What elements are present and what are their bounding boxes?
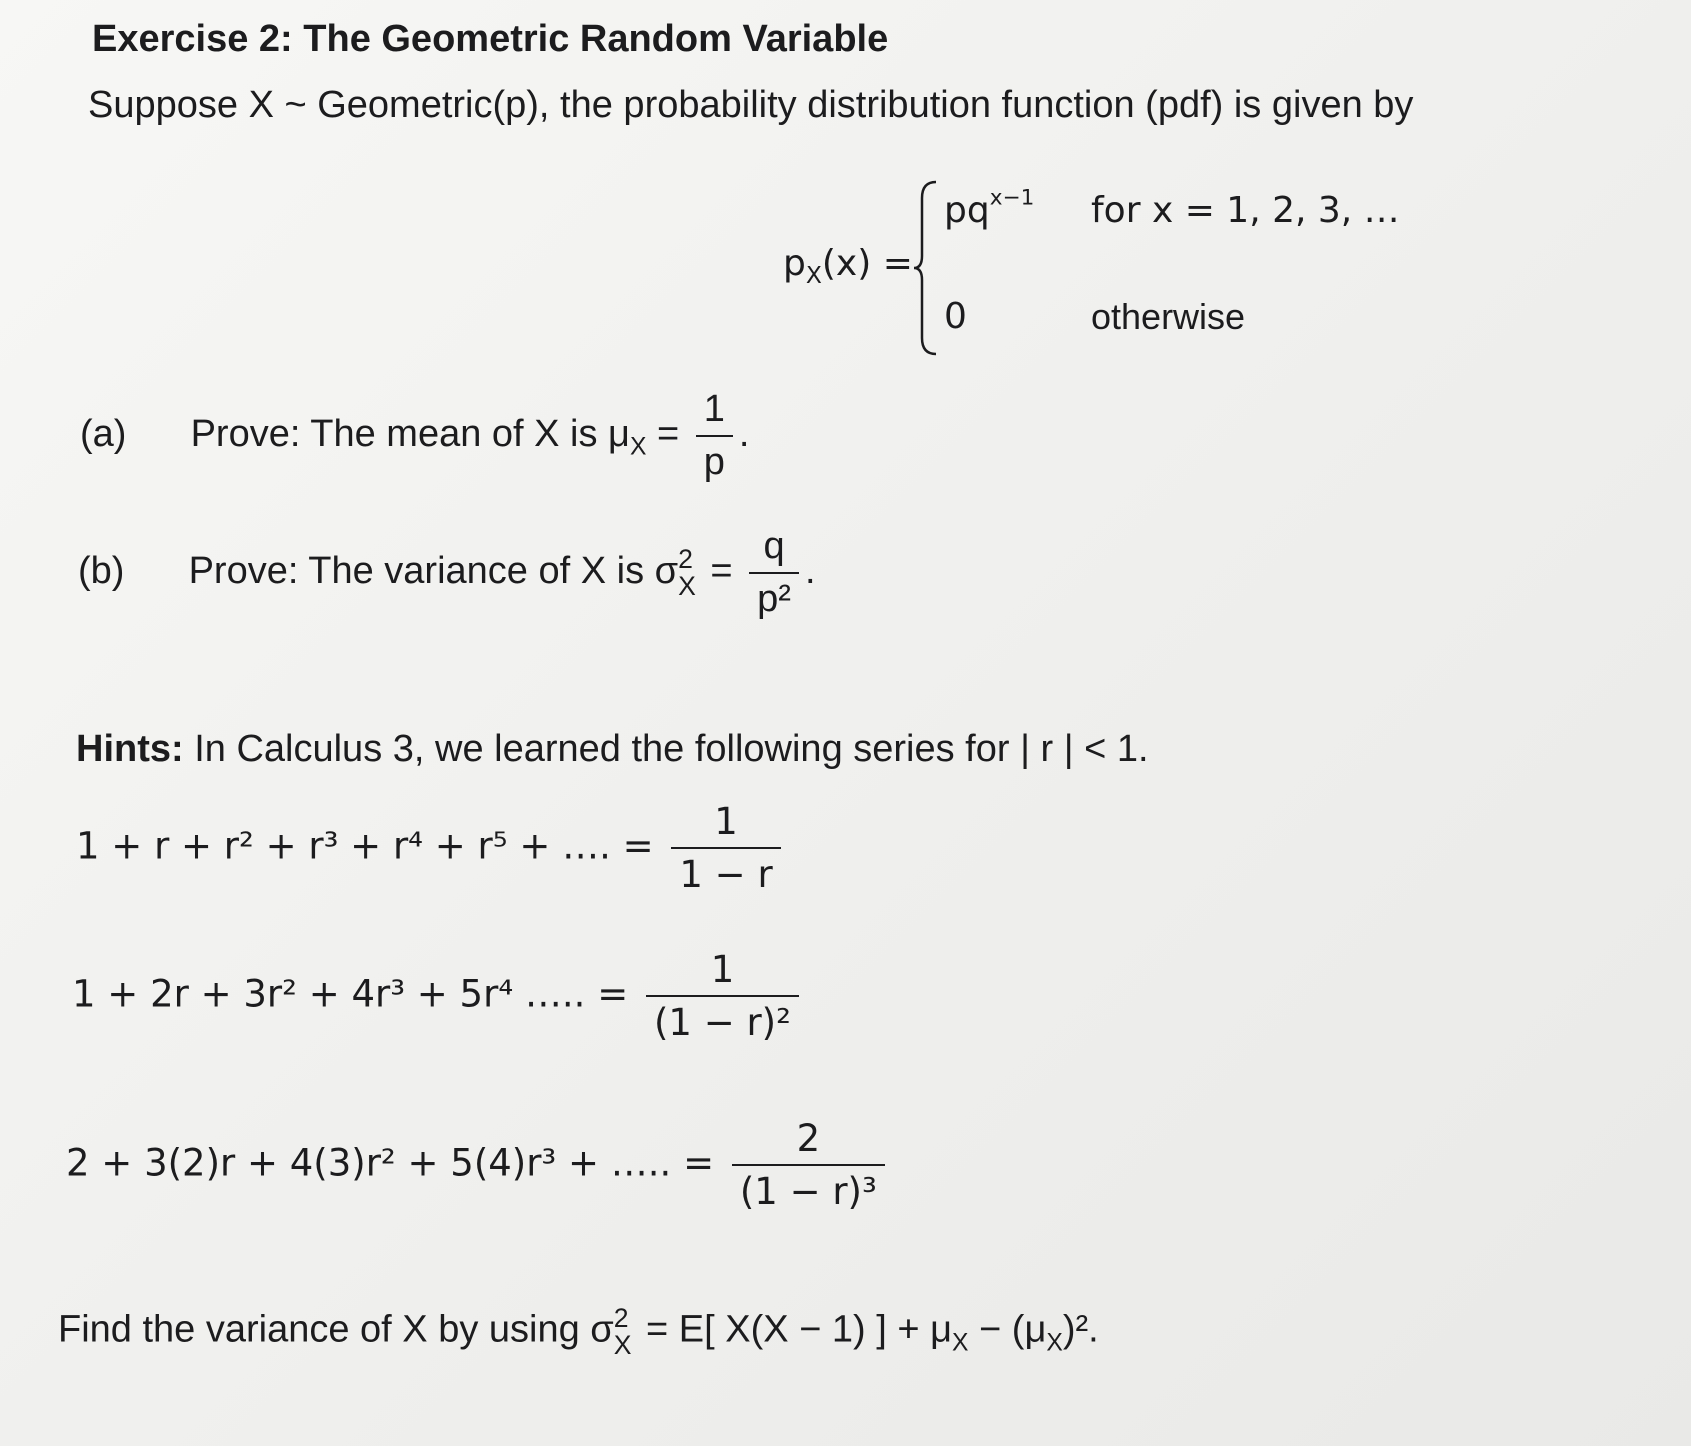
- final-instruction: [58, 1305, 1099, 1358]
- part-b-numerator: q: [763, 525, 785, 567]
- series-2-denominator: (1 − r)²: [646, 995, 799, 1044]
- part-a-fraction: [696, 388, 733, 484]
- part-a-tail: .: [738, 413, 750, 456]
- series-1-numerator: 1: [714, 800, 738, 843]
- hints-line: [76, 728, 1149, 771]
- series-3-denominator: (1 − r)³: [732, 1164, 885, 1213]
- series-3-numerator: 2: [796, 1117, 821, 1160]
- part-b: [78, 525, 816, 621]
- part-a-equals: =: [646, 413, 680, 456]
- series-1-lhs: 1 + r + r² + r³ + r⁴ + r⁵ + …. =: [76, 824, 654, 868]
- part-a-sub: X: [629, 433, 647, 461]
- part-b-fraction: [749, 525, 799, 621]
- series-1: [76, 800, 787, 896]
- part-b-label: (b): [78, 550, 125, 593]
- part-b-equals: =: [699, 550, 733, 593]
- series-2-numerator: 1: [710, 948, 735, 991]
- series-1-denominator: 1 − r: [671, 847, 780, 896]
- pdf-lhs-rest: (x) =: [821, 243, 913, 284]
- final-rest: = E[ X(X − 1) ] + μ: [635, 1308, 953, 1351]
- pdf-case2-condition: otherwise: [1091, 296, 1246, 337]
- final-tail: − (μ: [968, 1308, 1047, 1351]
- series-2-fraction: [646, 948, 799, 1044]
- part-a-denominator: p: [696, 435, 733, 484]
- exercise-title: Exercise 2: The Geometric Random Variable: [92, 18, 889, 60]
- part-a-numerator: 1: [703, 388, 725, 430]
- hints-label: Hints:: [76, 728, 184, 770]
- pdf-lhs-sub: X: [805, 261, 822, 290]
- series-3-fraction: [732, 1117, 885, 1213]
- pdf-lhs-p: p: [783, 243, 806, 284]
- part-b-text: Prove: The variance of X is σ: [188, 550, 679, 593]
- final-mu-sub: X: [952, 1329, 969, 1357]
- pdf-case1-base: pq: [944, 190, 990, 231]
- part-b-denominator: p²: [749, 572, 799, 621]
- part-b-tail: .: [804, 550, 816, 593]
- final-tail-sub: X: [1046, 1329, 1063, 1357]
- series-3: [66, 1117, 891, 1213]
- final-tail-end: )².: [1062, 1308, 1099, 1351]
- part-b-supsub: [678, 546, 696, 599]
- series-3-lhs: 2 + 3(2)r + 4(3)r² + 5(4)r³ + ….. =: [66, 1141, 715, 1185]
- pdf-case2-value: 0: [944, 296, 967, 337]
- intro-text: Suppose X ~ Geometric(p), the probability distribution function (pdf) is given by: [88, 84, 1414, 126]
- part-b-sub: X: [678, 571, 696, 601]
- part-b-sup: 2: [678, 544, 693, 575]
- pdf-case1-exponent: x−1: [989, 185, 1035, 211]
- part-a-text: Prove: The mean of X is μ: [190, 413, 630, 456]
- final-prefix: Find the variance of X by using σ: [58, 1308, 614, 1351]
- series-2: [72, 948, 805, 1044]
- part-a: [80, 388, 749, 484]
- part-a-label: (a): [80, 413, 127, 456]
- final-supsub: [614, 1305, 632, 1358]
- final-sub: X: [613, 1329, 632, 1360]
- pdf-case1-value: [944, 185, 1035, 231]
- series-2-lhs: 1 + 2r + 3r² + 4r³ + 5r⁴ ….. =: [72, 972, 629, 1016]
- hints-text: In Calculus 3, we learned the following series for | r | < 1.: [183, 728, 1149, 770]
- left-brace: [912, 178, 942, 358]
- pdf-case1-condition: for x = 1, 2, 3, …: [1091, 190, 1400, 231]
- pdf-lhs: [783, 243, 913, 290]
- final-sup: 2: [613, 1303, 629, 1333]
- series-1-fraction: [671, 800, 780, 896]
